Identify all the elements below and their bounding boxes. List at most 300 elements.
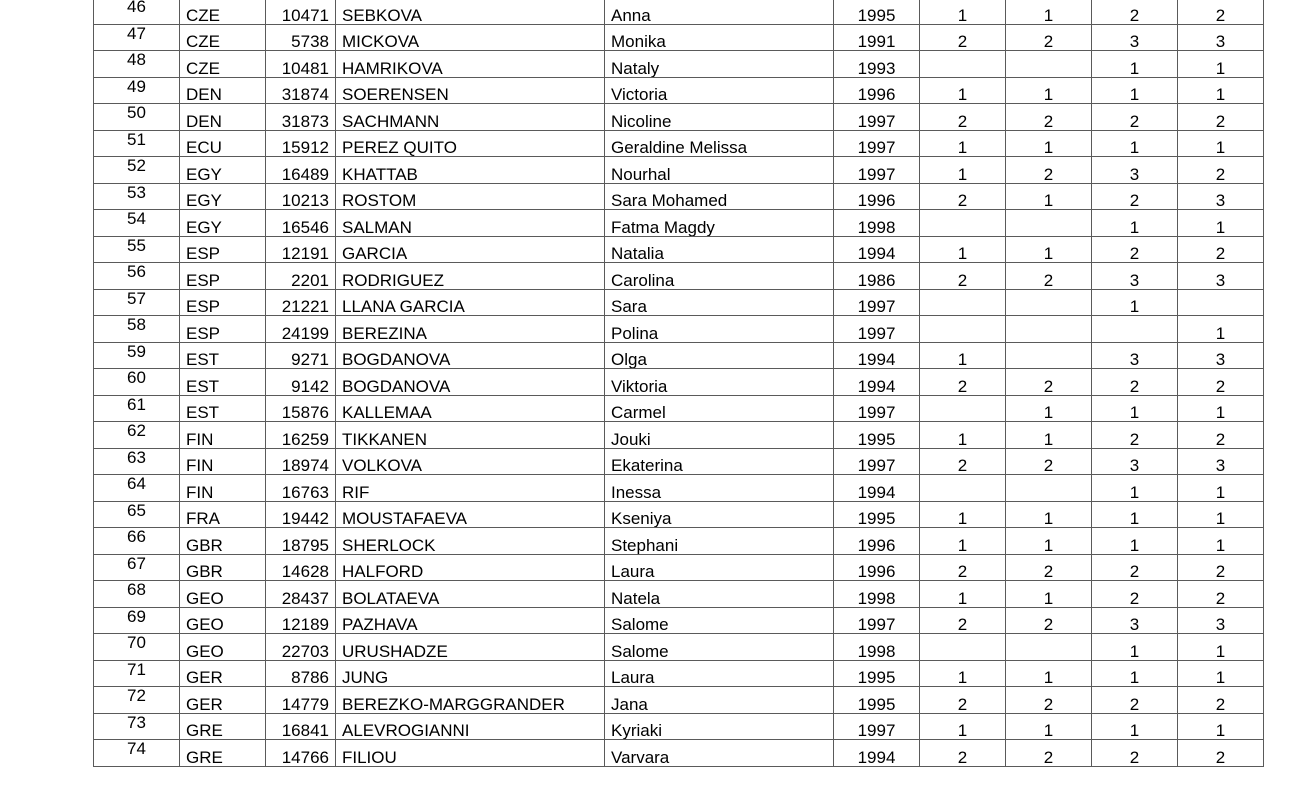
value-col-1-cell [920, 210, 1006, 237]
athlete-id-cell: 16763 [266, 475, 336, 502]
table-row [94, 24, 1264, 51]
given-name-cell: Fatma Magdy [605, 210, 834, 237]
value-col-1-cell: 2 [920, 183, 1006, 210]
row-number-cell: 57 [94, 289, 180, 316]
athlete-id-cell: 16259 [266, 422, 336, 449]
table-row [94, 104, 1264, 131]
value-col-3-cell: 2 [1092, 369, 1178, 396]
value-col-3-cell: 1 [1092, 130, 1178, 157]
value-col-1-cell [920, 395, 1006, 422]
given-name-cell: Nicoline [605, 104, 834, 131]
value-col-3-cell: 1 [1092, 528, 1178, 555]
row-number-cell: 51 [94, 130, 180, 157]
value-col-4-cell: 1 [1178, 395, 1264, 422]
row-number-cell: 55 [94, 236, 180, 263]
row-number-cell: 59 [94, 342, 180, 369]
surname-cell: FILIOU [336, 740, 605, 767]
given-name-cell: Salome [605, 607, 834, 634]
value-col-1-cell: 1 [920, 713, 1006, 740]
table-row [94, 0, 1264, 24]
value-col-1-cell: 2 [920, 263, 1006, 290]
given-name-cell: Polina [605, 316, 834, 343]
value-col-4-cell: 1 [1178, 528, 1264, 555]
row-number-cell: 46 [94, 0, 180, 24]
birth-year-cell: 1994 [834, 342, 920, 369]
value-col-3-cell: 1 [1092, 660, 1178, 687]
value-col-3-cell: 1 [1092, 475, 1178, 502]
surname-cell: SACHMANN [336, 104, 605, 131]
value-col-4-cell: 3 [1178, 183, 1264, 210]
value-col-3-cell: 1 [1092, 713, 1178, 740]
value-col-2-cell [1006, 634, 1092, 661]
value-col-2-cell: 2 [1006, 687, 1092, 714]
value-col-1-cell: 1 [920, 157, 1006, 184]
table-row [94, 157, 1264, 184]
given-name-cell: Varvara [605, 740, 834, 767]
value-col-1-cell: 2 [920, 740, 1006, 767]
birth-year-cell: 1991 [834, 24, 920, 51]
value-col-2-cell [1006, 342, 1092, 369]
given-name-cell: Victoria [605, 77, 834, 104]
value-col-4-cell: 1 [1178, 475, 1264, 502]
row-number-cell: 72 [94, 687, 180, 714]
value-col-4-cell: 1 [1178, 660, 1264, 687]
birth-year-cell: 1995 [834, 687, 920, 714]
value-col-4-cell: 2 [1178, 236, 1264, 263]
surname-cell: PEREZ QUITO [336, 130, 605, 157]
value-col-2-cell: 1 [1006, 501, 1092, 528]
athlete-id-cell: 12191 [266, 236, 336, 263]
surname-cell: SEBKOVA [336, 0, 605, 24]
surname-cell: BOGDANOVA [336, 342, 605, 369]
value-col-1-cell: 1 [920, 130, 1006, 157]
athlete-id-cell: 16546 [266, 210, 336, 237]
value-col-2-cell: 1 [1006, 236, 1092, 263]
value-col-1-cell [920, 316, 1006, 343]
value-col-4-cell: 2 [1178, 740, 1264, 767]
birth-year-cell: 1995 [834, 0, 920, 24]
birth-year-cell: 1996 [834, 77, 920, 104]
nation-code-cell: EGY [180, 183, 266, 210]
value-col-1-cell: 2 [920, 687, 1006, 714]
value-col-2-cell [1006, 475, 1092, 502]
value-col-1-cell [920, 289, 1006, 316]
table-row [94, 501, 1264, 528]
nation-code-cell: ESP [180, 316, 266, 343]
athlete-id-cell: 18795 [266, 528, 336, 555]
value-col-2-cell: 2 [1006, 369, 1092, 396]
value-col-4-cell: 2 [1178, 554, 1264, 581]
value-col-1-cell [920, 634, 1006, 661]
nation-code-cell: CZE [180, 51, 266, 78]
value-col-3-cell: 3 [1092, 263, 1178, 290]
row-number-cell: 49 [94, 77, 180, 104]
value-col-4-cell: 2 [1178, 157, 1264, 184]
row-number-cell: 58 [94, 316, 180, 343]
value-col-2-cell: 2 [1006, 263, 1092, 290]
value-col-2-cell: 2 [1006, 740, 1092, 767]
given-name-cell: Inessa [605, 475, 834, 502]
surname-cell: HALFORD [336, 554, 605, 581]
value-col-1-cell [920, 475, 1006, 502]
table-row [94, 740, 1264, 767]
given-name-cell: Carolina [605, 263, 834, 290]
entries-table-body [94, 0, 1264, 766]
value-col-3-cell: 2 [1092, 581, 1178, 608]
birth-year-cell: 1997 [834, 316, 920, 343]
value-col-3-cell: 2 [1092, 554, 1178, 581]
athlete-id-cell: 31874 [266, 77, 336, 104]
birth-year-cell: 1997 [834, 607, 920, 634]
given-name-cell: Kseniya [605, 501, 834, 528]
row-number-cell: 70 [94, 634, 180, 661]
table-row [94, 183, 1264, 210]
athlete-id-cell: 9142 [266, 369, 336, 396]
surname-cell: BEREZKO-MARGGRANDER [336, 687, 605, 714]
value-col-3-cell: 1 [1092, 501, 1178, 528]
table-row [94, 581, 1264, 608]
athlete-id-cell: 9271 [266, 342, 336, 369]
row-number-cell: 54 [94, 210, 180, 237]
value-col-4-cell: 2 [1178, 422, 1264, 449]
table-row [94, 130, 1264, 157]
value-col-4-cell: 3 [1178, 607, 1264, 634]
birth-year-cell: 1997 [834, 289, 920, 316]
athlete-id-cell: 12189 [266, 607, 336, 634]
nation-code-cell: EST [180, 369, 266, 396]
value-col-1-cell [920, 51, 1006, 78]
given-name-cell: Sara [605, 289, 834, 316]
table-row [94, 713, 1264, 740]
row-number-cell: 64 [94, 475, 180, 502]
surname-cell: MOUSTAFAEVA [336, 501, 605, 528]
table-row [94, 263, 1264, 290]
value-col-3-cell: 1 [1092, 51, 1178, 78]
row-number-cell: 47 [94, 24, 180, 51]
table-row [94, 369, 1264, 396]
row-number-cell: 74 [94, 740, 180, 767]
value-col-3-cell: 2 [1092, 740, 1178, 767]
given-name-cell: Stephani [605, 528, 834, 555]
table-row [94, 236, 1264, 263]
nation-code-cell: ESP [180, 236, 266, 263]
value-col-1-cell: 2 [920, 554, 1006, 581]
athlete-id-cell: 19442 [266, 501, 336, 528]
surname-cell: SOERENSEN [336, 77, 605, 104]
value-col-2-cell: 1 [1006, 77, 1092, 104]
value-col-2-cell [1006, 210, 1092, 237]
surname-cell: SHERLOCK [336, 528, 605, 555]
value-col-3-cell: 2 [1092, 422, 1178, 449]
value-col-3-cell: 2 [1092, 183, 1178, 210]
surname-cell: GARCIA [336, 236, 605, 263]
value-col-1-cell: 2 [920, 607, 1006, 634]
value-col-1-cell: 1 [920, 77, 1006, 104]
table-row [94, 687, 1264, 714]
nation-code-cell: FIN [180, 422, 266, 449]
value-col-3-cell: 1 [1092, 210, 1178, 237]
value-col-3-cell: 3 [1092, 448, 1178, 475]
value-col-4-cell: 1 [1178, 210, 1264, 237]
athlete-id-cell: 8786 [266, 660, 336, 687]
value-col-1-cell: 1 [920, 236, 1006, 263]
value-col-2-cell: 2 [1006, 554, 1092, 581]
value-col-2-cell: 2 [1006, 448, 1092, 475]
nation-code-cell: EGY [180, 157, 266, 184]
athlete-id-cell: 10481 [266, 51, 336, 78]
value-col-2-cell: 1 [1006, 0, 1092, 24]
birth-year-cell: 1998 [834, 210, 920, 237]
value-col-2-cell [1006, 316, 1092, 343]
value-col-1-cell: 1 [920, 528, 1006, 555]
table-row [94, 475, 1264, 502]
athlete-id-cell: 18974 [266, 448, 336, 475]
table-row [94, 422, 1264, 449]
row-number-cell: 71 [94, 660, 180, 687]
given-name-cell: Natalia [605, 236, 834, 263]
value-col-3-cell: 1 [1092, 634, 1178, 661]
row-number-cell: 50 [94, 104, 180, 131]
nation-code-cell: FRA [180, 501, 266, 528]
surname-cell: HAMRIKOVA [336, 51, 605, 78]
row-number-cell: 68 [94, 581, 180, 608]
value-col-4-cell: 1 [1178, 634, 1264, 661]
row-number-cell: 53 [94, 183, 180, 210]
given-name-cell: Jana [605, 687, 834, 714]
surname-cell: TIKKANEN [336, 422, 605, 449]
birth-year-cell: 1994 [834, 369, 920, 396]
athlete-id-cell: 28437 [266, 581, 336, 608]
nation-code-cell: DEN [180, 77, 266, 104]
athlete-id-cell: 24199 [266, 316, 336, 343]
nation-code-cell: CZE [180, 0, 266, 24]
value-col-4-cell: 2 [1178, 581, 1264, 608]
value-col-2-cell: 1 [1006, 130, 1092, 157]
given-name-cell: Laura [605, 660, 834, 687]
nation-code-cell: GRE [180, 713, 266, 740]
given-name-cell: Kyriaki [605, 713, 834, 740]
nation-code-cell: GBR [180, 528, 266, 555]
given-name-cell: Viktoria [605, 369, 834, 396]
value-col-1-cell: 2 [920, 24, 1006, 51]
value-col-4-cell: 1 [1178, 51, 1264, 78]
nation-code-cell: GEO [180, 581, 266, 608]
surname-cell: BEREZINA [336, 316, 605, 343]
surname-cell: KALLEMAA [336, 395, 605, 422]
surname-cell: JUNG [336, 660, 605, 687]
entries-table [93, 0, 1264, 767]
value-col-3-cell [1092, 316, 1178, 343]
value-col-2-cell: 2 [1006, 157, 1092, 184]
nation-code-cell: FIN [180, 475, 266, 502]
surname-cell: LLANA GARCIA [336, 289, 605, 316]
value-col-4-cell: 1 [1178, 130, 1264, 157]
given-name-cell: Ekaterina [605, 448, 834, 475]
athlete-id-cell: 2201 [266, 263, 336, 290]
athlete-id-cell: 16841 [266, 713, 336, 740]
value-col-1-cell: 1 [920, 342, 1006, 369]
row-number-cell: 67 [94, 554, 180, 581]
row-number-cell: 63 [94, 448, 180, 475]
value-col-2-cell: 1 [1006, 528, 1092, 555]
value-col-2-cell: 2 [1006, 24, 1092, 51]
table-row [94, 528, 1264, 555]
birth-year-cell: 1995 [834, 660, 920, 687]
value-col-2-cell [1006, 51, 1092, 78]
value-col-4-cell: 3 [1178, 448, 1264, 475]
row-number-cell: 73 [94, 713, 180, 740]
value-col-4-cell: 3 [1178, 263, 1264, 290]
athlete-id-cell: 14779 [266, 687, 336, 714]
surname-cell: RIF [336, 475, 605, 502]
birth-year-cell: 1994 [834, 740, 920, 767]
value-col-1-cell: 1 [920, 660, 1006, 687]
row-number-cell: 66 [94, 528, 180, 555]
value-col-3-cell: 3 [1092, 157, 1178, 184]
given-name-cell: Jouki [605, 422, 834, 449]
row-number-cell: 56 [94, 263, 180, 290]
value-col-2-cell: 2 [1006, 104, 1092, 131]
athlete-id-cell: 10213 [266, 183, 336, 210]
surname-cell: ROSTOM [336, 183, 605, 210]
value-col-4-cell: 1 [1178, 77, 1264, 104]
birth-year-cell: 1993 [834, 51, 920, 78]
birth-year-cell: 1997 [834, 104, 920, 131]
birth-year-cell: 1994 [834, 236, 920, 263]
value-col-2-cell: 1 [1006, 395, 1092, 422]
value-col-3-cell: 1 [1092, 77, 1178, 104]
table-row [94, 448, 1264, 475]
athlete-id-cell: 31873 [266, 104, 336, 131]
value-col-3-cell: 3 [1092, 342, 1178, 369]
value-col-3-cell: 3 [1092, 607, 1178, 634]
athlete-id-cell: 21221 [266, 289, 336, 316]
value-col-3-cell: 3 [1092, 24, 1178, 51]
row-number-cell: 48 [94, 51, 180, 78]
nation-code-cell: ESP [180, 289, 266, 316]
given-name-cell: Salome [605, 634, 834, 661]
value-col-2-cell: 1 [1006, 422, 1092, 449]
given-name-cell: Monika [605, 24, 834, 51]
table-row [94, 634, 1264, 661]
value-col-1-cell: 1 [920, 422, 1006, 449]
value-col-2-cell: 2 [1006, 607, 1092, 634]
row-number-cell: 61 [94, 395, 180, 422]
value-col-4-cell: 2 [1178, 687, 1264, 714]
value-col-4-cell: 1 [1178, 501, 1264, 528]
table-row [94, 210, 1264, 237]
birth-year-cell: 1998 [834, 581, 920, 608]
value-col-4-cell: 2 [1178, 0, 1264, 24]
value-col-2-cell [1006, 289, 1092, 316]
given-name-cell: Nataly [605, 51, 834, 78]
value-col-3-cell: 2 [1092, 104, 1178, 131]
table-row [94, 316, 1264, 343]
athlete-id-cell: 14628 [266, 554, 336, 581]
nation-code-cell: GEO [180, 634, 266, 661]
value-col-1-cell: 1 [920, 501, 1006, 528]
value-col-2-cell: 1 [1006, 713, 1092, 740]
value-col-3-cell: 1 [1092, 289, 1178, 316]
value-col-1-cell: 1 [920, 0, 1006, 24]
surname-cell: ALEVROGIANNI [336, 713, 605, 740]
athlete-id-cell: 15912 [266, 130, 336, 157]
nation-code-cell: FIN [180, 448, 266, 475]
birth-year-cell: 1994 [834, 475, 920, 502]
athlete-id-cell: 15876 [266, 395, 336, 422]
nation-code-cell: CZE [180, 24, 266, 51]
birth-year-cell: 1996 [834, 528, 920, 555]
value-col-4-cell: 2 [1178, 369, 1264, 396]
value-col-4-cell: 3 [1178, 342, 1264, 369]
table-row [94, 607, 1264, 634]
birth-year-cell: 1997 [834, 395, 920, 422]
value-col-1-cell: 2 [920, 448, 1006, 475]
value-col-2-cell: 1 [1006, 183, 1092, 210]
value-col-4-cell: 3 [1178, 24, 1264, 51]
athlete-id-cell: 10471 [266, 0, 336, 24]
birth-year-cell: 1997 [834, 130, 920, 157]
surname-cell: BOLATAEVA [336, 581, 605, 608]
birth-year-cell: 1996 [834, 554, 920, 581]
nation-code-cell: DEN [180, 104, 266, 131]
given-name-cell: Geraldine Melissa [605, 130, 834, 157]
table-row [94, 660, 1264, 687]
given-name-cell: Natela [605, 581, 834, 608]
given-name-cell: Anna [605, 0, 834, 24]
athlete-id-cell: 5738 [266, 24, 336, 51]
row-number-cell: 52 [94, 157, 180, 184]
table-row [94, 77, 1264, 104]
value-col-2-cell: 1 [1006, 581, 1092, 608]
athlete-id-cell: 16489 [266, 157, 336, 184]
value-col-4-cell [1178, 289, 1264, 316]
row-number-cell: 62 [94, 422, 180, 449]
nation-code-cell: EGY [180, 210, 266, 237]
birth-year-cell: 1997 [834, 713, 920, 740]
surname-cell: MICKOVA [336, 24, 605, 51]
table-row [94, 554, 1264, 581]
value-col-3-cell: 2 [1092, 236, 1178, 263]
given-name-cell: Carmel [605, 395, 834, 422]
given-name-cell: Nourhal [605, 157, 834, 184]
given-name-cell: Olga [605, 342, 834, 369]
birth-year-cell: 1997 [834, 448, 920, 475]
surname-cell: KHATTAB [336, 157, 605, 184]
surname-cell: URUSHADZE [336, 634, 605, 661]
table-row [94, 342, 1264, 369]
surname-cell: SALMAN [336, 210, 605, 237]
surname-cell: BOGDANOVA [336, 369, 605, 396]
given-name-cell: Sara Mohamed [605, 183, 834, 210]
birth-year-cell: 1998 [834, 634, 920, 661]
birth-year-cell: 1997 [834, 157, 920, 184]
athlete-id-cell: 22703 [266, 634, 336, 661]
value-col-1-cell: 2 [920, 369, 1006, 396]
nation-code-cell: ESP [180, 263, 266, 290]
birth-year-cell: 1995 [834, 501, 920, 528]
table-row [94, 395, 1264, 422]
nation-code-cell: EST [180, 342, 266, 369]
value-col-3-cell: 2 [1092, 687, 1178, 714]
value-col-3-cell: 2 [1092, 0, 1178, 24]
value-col-4-cell: 1 [1178, 713, 1264, 740]
nation-code-cell: GER [180, 687, 266, 714]
surname-cell: VOLKOVA [336, 448, 605, 475]
nation-code-cell: ECU [180, 130, 266, 157]
nation-code-cell: EST [180, 395, 266, 422]
row-number-cell: 65 [94, 501, 180, 528]
